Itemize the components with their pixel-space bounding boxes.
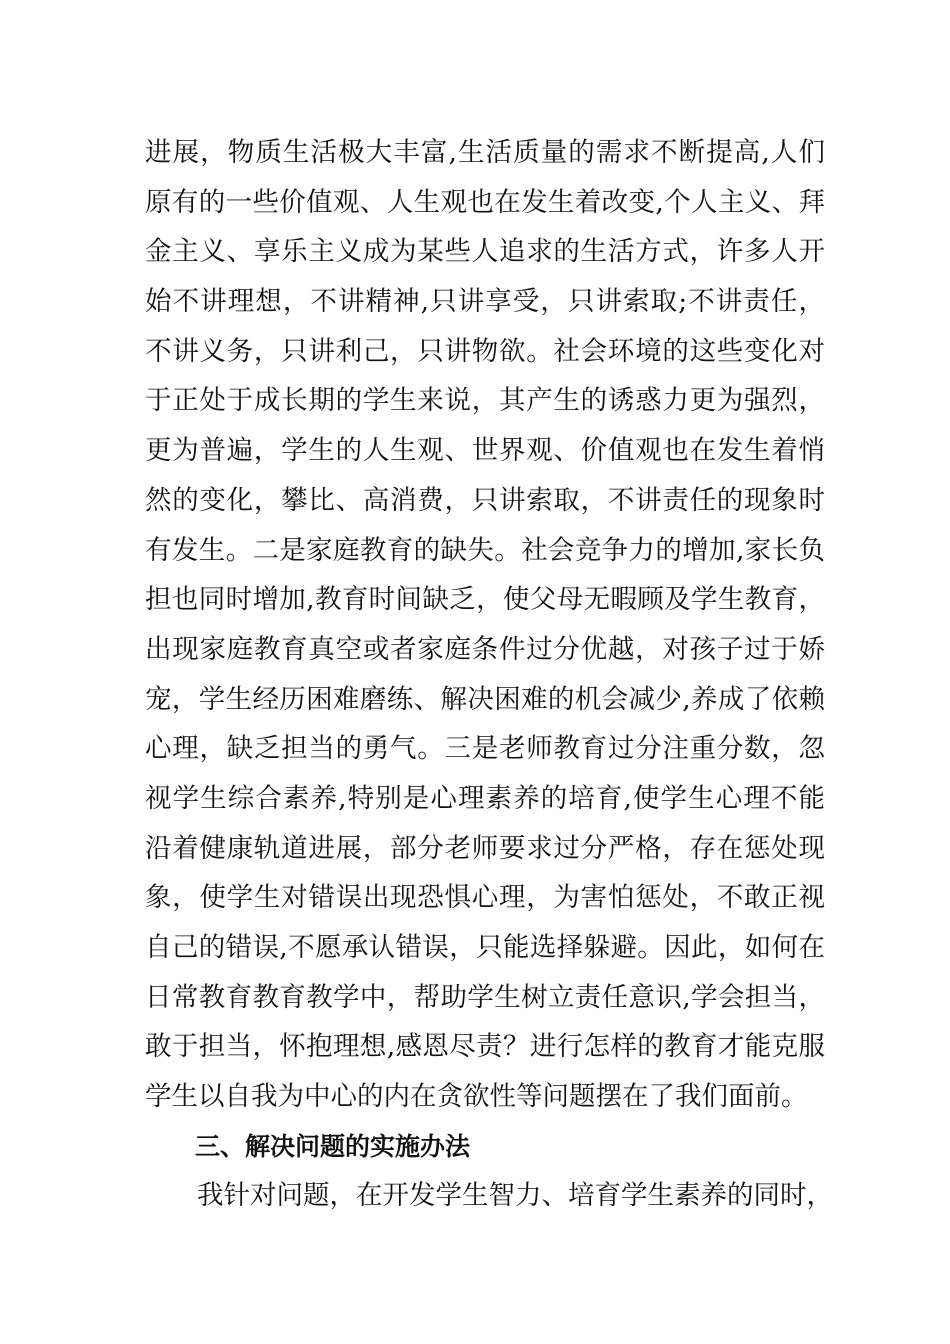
text-line: 心理，缺乏担当的勇气。三是老师教育过分注重分数，忽 <box>145 733 825 765</box>
text-line: 担也同时增加,教育时间缺乏，使父母无暇顾及学生教育， <box>145 584 825 616</box>
text-line: 自己的错误,不愿承认错误，只能选择躲避。因此，如何在 <box>145 932 825 963</box>
text-line: 日常教育教育教学中，帮助学生树立责任意识,学会担当， <box>145 981 825 1013</box>
text-line: 金主义、享乐主义成为某些人追求的生活方式，许多人开 <box>145 236 825 268</box>
section-heading: 三、解决问题的实施办法 <box>195 1131 471 1161</box>
text-line: 视学生综合素养,特别是心理素养的培育,使学生心理不能 <box>145 782 825 814</box>
text-line: 于正处于成长期的学生来说，其产生的诱惑力更为强烈， <box>145 385 825 417</box>
text-line: 有发生。二是家庭教育的缺失。社会竞争力的增加,家长负 <box>145 534 825 566</box>
text-line: 不讲义务，只讲利己，只讲物欲。社会环境的这些变化对 <box>145 335 825 367</box>
text-line: 我针对问题，在开发学生智力、培育学生素养的同时， <box>197 1180 833 1212</box>
paragraph <box>145 128 825 1122</box>
text-line: 然的变化，攀比、高消费，只讲索取，不讲责任的现象时 <box>145 484 825 516</box>
text-line: 进展，物质生活极大丰富,生活质量的需求不断提高,人们 <box>145 137 825 168</box>
text-line: 出现家庭教育真空或者家庭条件过分优越，对孩子过于娇 <box>145 633 825 665</box>
paragraph <box>145 1171 833 1221</box>
text-line: 沿着健康轨道进展，部分老师要求过分严格，存在惩处现 <box>145 832 825 864</box>
text-line: 原有的一些价值观、人生观也在发生着改变,个人主义、拜 <box>145 186 825 218</box>
text-line: 始不讲理想，不讲精神,只讲享受，只讲索取;不讲责任， <box>145 286 825 318</box>
text-line: 更为普遍，学生的人生观、世界观、价值观也在发生着悄 <box>145 435 825 467</box>
text-line: 学生以自我为中心的内在贪欲性等问题摆在了我们面前。 <box>145 1081 808 1113</box>
text-line: 象，使学生对错误出现恐惧心理，为害怕惩处，不敢正视 <box>145 882 825 914</box>
document-body <box>145 128 833 1221</box>
text-line: 宠，学生经历困难磨练、解决困难的机会减少,养成了依赖 <box>145 683 825 715</box>
text-line: 敢于担当，怀抱理想,感恩尽责？进行怎样的教育才能克服 <box>145 1031 825 1063</box>
